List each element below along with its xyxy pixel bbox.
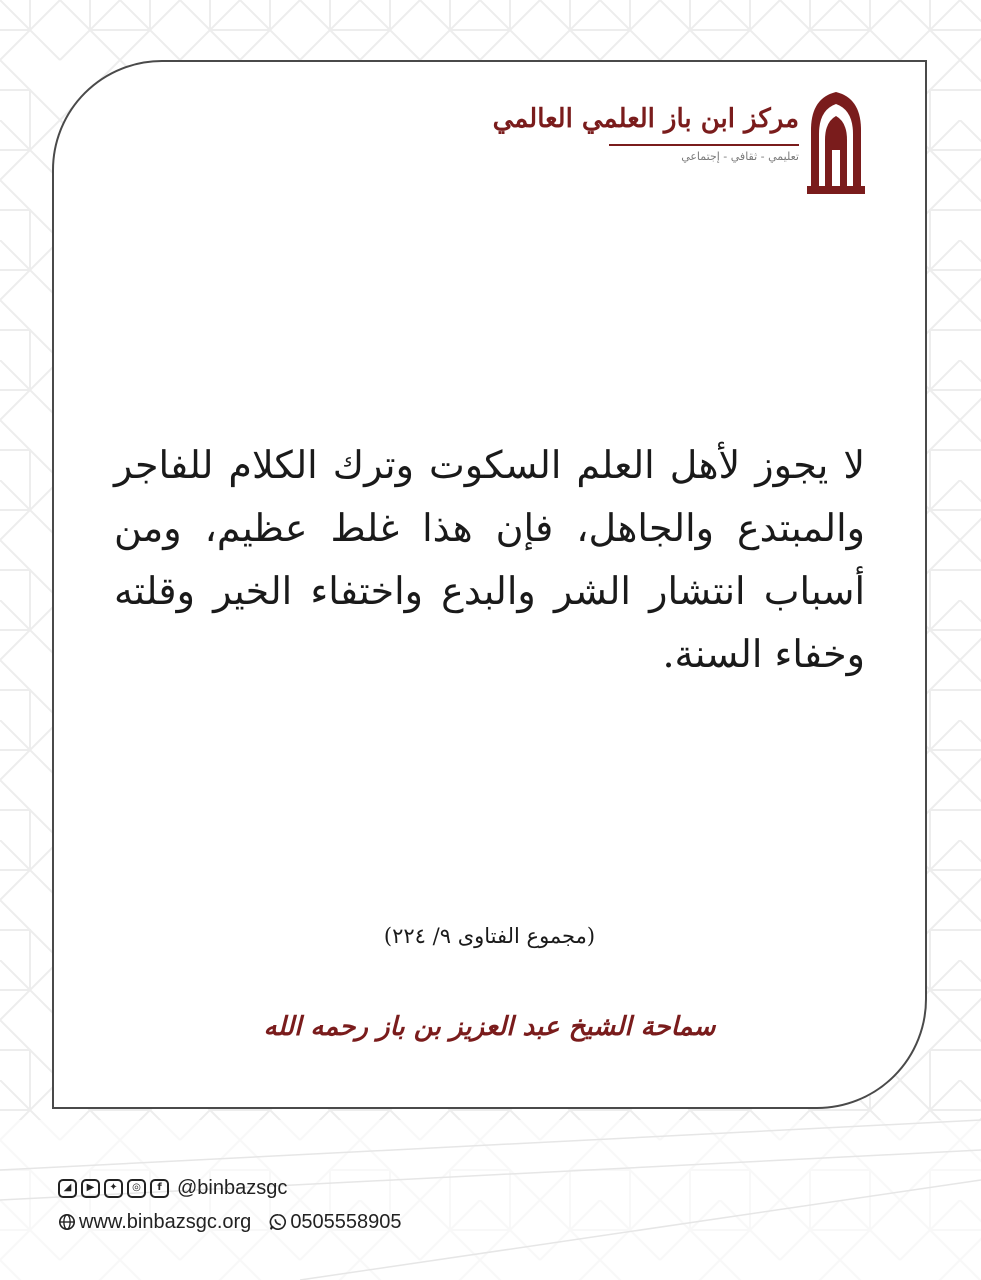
twitter-icon[interactable]: ✦: [104, 1179, 123, 1198]
logo-subtitle: تعليمي - ثقافي - إجتماعي: [681, 150, 799, 163]
signature: سماحة الشيخ عبد العزيز بن باز رحمه الله: [263, 1012, 716, 1042]
quote-text: لا يجوز لأهل العلم السكوت وترك الكلام للفاجر والمبتدع والجاهل، فإن هذا غلط عظيم، ومن أسباب انتشار الشر والبدع واختفاء الخير وقلته وخفاء السنة.: [114, 443, 865, 676]
content-card: [52, 60, 927, 1109]
whatsapp-icon: [269, 1213, 287, 1231]
phone-number[interactable]: 0505558905: [290, 1210, 402, 1233]
social-handle[interactable]: @binbazsgc: [177, 1176, 288, 1199]
footer: [58, 1176, 558, 1256]
globe-icon: [58, 1213, 76, 1231]
telegram-icon[interactable]: ◢: [58, 1179, 77, 1198]
facebook-icon[interactable]: f: [150, 1179, 169, 1198]
youtube-icon[interactable]: ▶: [81, 1179, 100, 1198]
social-row: [58, 1176, 287, 1200]
phone-contact[interactable]: [269, 1211, 401, 1234]
contact-row: [58, 1210, 402, 1234]
source-citation: (مجموع الفتاوى ٩/ ٢٢٤): [383, 924, 596, 948]
logo-title: مركز ابن باز العلمي العالمي: [492, 104, 799, 134]
center-logo: [492, 90, 865, 200]
logo-divider: [609, 144, 799, 146]
mosque-arch-icon: [807, 90, 865, 194]
website-link[interactable]: www.binbazsgc.org: [79, 1210, 252, 1233]
instagram-icon[interactable]: ◎: [127, 1179, 146, 1198]
